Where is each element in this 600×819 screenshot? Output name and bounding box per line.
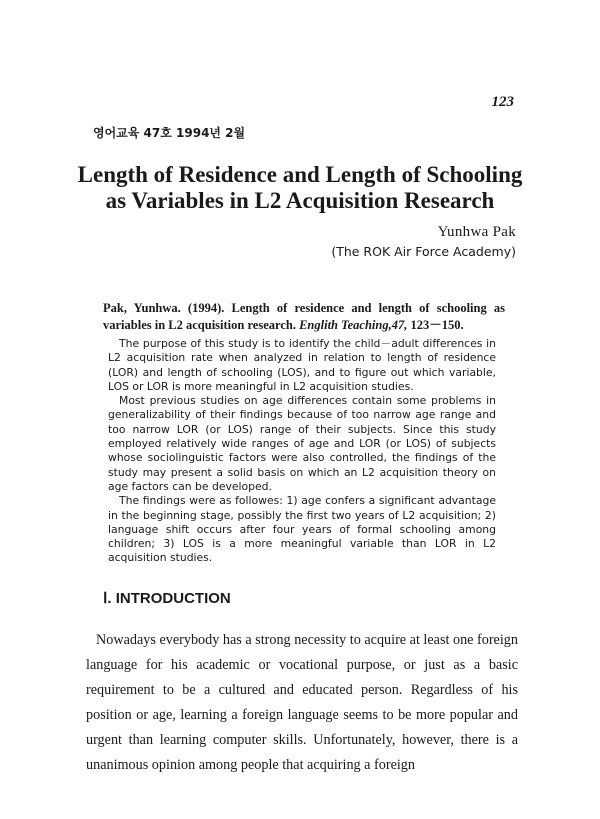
- journal-issue-line: 영어교육 47호 1994년 2월: [93, 126, 246, 140]
- author-affiliation: (The ROK Air Force Academy): [331, 244, 516, 259]
- title-line-1: Length of Residence and Length of Schooling: [77, 162, 523, 187]
- body-paragraph: Nowadays everybody has a strong necessity to acquire at least one foreign language for his academic or vocational purpose, or just as a basic requirement to be a cultured and educated person. Regardless of his position or age, learning a foreign language seems to be more popular and urgent than learning computer skills. Unfortunately, however, there is a unanimous opinion among people that acquiring a foreign: [86, 632, 518, 773]
- author-name: Yunhwa Pak: [437, 224, 516, 240]
- citation-pages: 123－150.: [410, 318, 464, 332]
- title-line-2: as Variables in L2 Acquisition Research: [105, 188, 495, 213]
- paper-title: [60, 162, 540, 214]
- section-heading: Ⅰ. INTRODUCTION: [103, 590, 231, 607]
- abstract-paragraph: The purpose of this study is to identify the child－adult differences in L2 acquisition rate when analyzed in relation to length of residence (LOR) and length of schooling (LOS), and to figure out which variable, LOS or LOR is more meaningful in L2 acquisition studies.: [108, 337, 496, 393]
- abstract: [108, 337, 496, 566]
- page-number: 123: [491, 94, 514, 110]
- citation-journal: Englith Teaching,47,: [299, 318, 408, 332]
- citation: [103, 300, 505, 334]
- abstract-paragraph: Most previous studies on age differences contain some problems in generalizability of their findings because of too narrow age range and too narrow LOR (or LOS) range of their subjects. Since this study employed relatively wide ranges of age and LOR (or LOS) of subjects whose sociolinguistic factors were also controlled, the findings of the study may present a solid basis on which an L2 acquisition theory on age factors can be developed.: [108, 394, 496, 493]
- citation-main: Pak, Yunhwa. (1994). Length of residence and length of schooling as variables in L2 acquisition research.: [103, 301, 505, 332]
- abstract-paragraph: The findings were as followes: 1) age confers a significant advantage in the beginning stage, possibly the first two years of L2 acquisition; 2) language shift occurs after four years of formal schooling among children; 3) LOS is a more meaningful variable than LOR in L2 acquisition studies.: [108, 494, 496, 565]
